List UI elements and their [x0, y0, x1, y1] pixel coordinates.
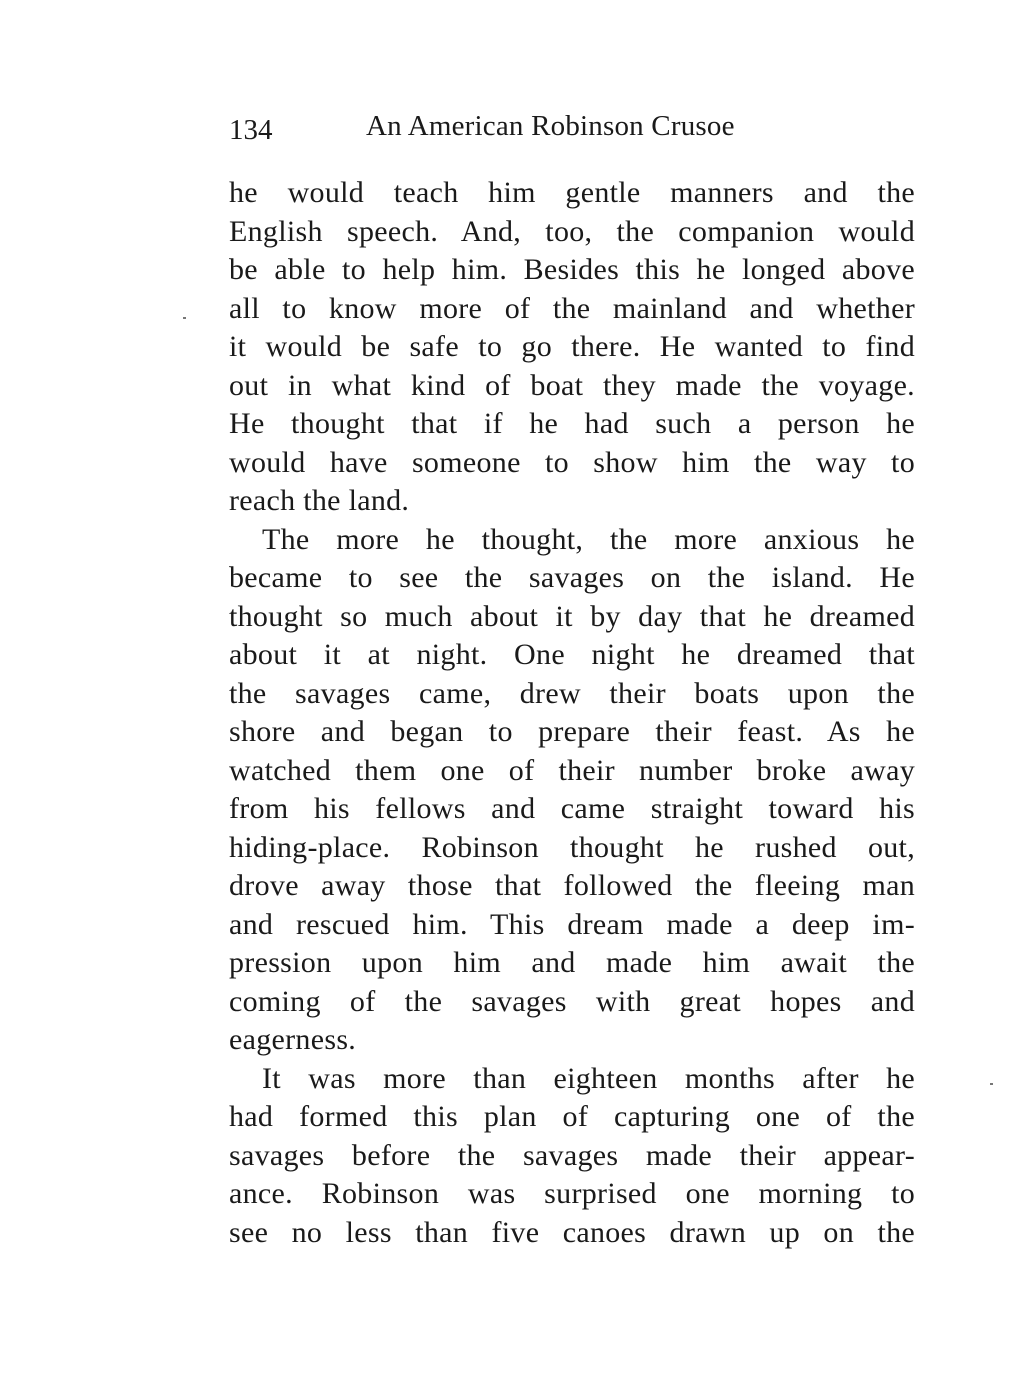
text-line: savages before the savages made their appear- — [229, 1138, 915, 1172]
text-line: He thought that if he had such a person he — [229, 407, 915, 440]
text-line: pression upon him and made him await the — [229, 946, 915, 979]
text-line: it would be safe to go there. He wanted to find — [229, 330, 915, 363]
text-line: all to know more of the mainland and whether — [229, 291, 915, 325]
page-number: 134 — [229, 114, 273, 146]
text-line: be able to help him. Besides this he longed above — [229, 253, 915, 286]
text-line: became to see the savages on the island. He — [229, 561, 915, 594]
text-line: the savages came, drew their boats upon the — [229, 676, 915, 710]
text-line: had formed this plan of capturing one of the — [229, 1100, 915, 1133]
text-line: The more he thought, the more anxious he — [262, 522, 915, 556]
scan-speck — [990, 1083, 993, 1085]
running-title: An American Robinson Crusoe — [366, 110, 735, 142]
text-line: ance. Robinson was surprised one morning to — [229, 1177, 915, 1210]
text-line: he would teach him gentle manners and the — [229, 176, 915, 209]
text-line: out in what kind of boat they made the voyage. — [229, 368, 915, 402]
text-line: hiding-place. Robinson thought he rushed out, — [229, 830, 915, 864]
text-line: from his fellows and came straight toward his — [229, 792, 915, 825]
scan-speck — [183, 317, 186, 319]
text-line: would have someone to show him the way to — [229, 445, 915, 479]
text-line: coming of the savages with great hopes and — [229, 984, 915, 1018]
text-line: eagerness. — [229, 1023, 357, 1056]
text-line: It was more than eighteen months after he — [262, 1061, 915, 1095]
text-line: about it at night. One night he dreamed that — [229, 638, 915, 671]
text-line: English speech. And, too, the companion would — [229, 214, 915, 248]
text-line: drove away those that followed the fleeing man — [229, 869, 915, 902]
body-text — [229, 174, 915, 1252]
text-line: reach the land. — [229, 484, 410, 517]
text-line: see no less than five canoes drawn up on the — [229, 1215, 915, 1249]
page-header — [229, 104, 829, 148]
text-line: thought so much about it by day that he dreamed — [229, 599, 915, 633]
text-line: watched them one of their number broke away — [229, 753, 915, 787]
text-line: shore and began to prepare their feast. As he — [229, 715, 915, 748]
text-line: and rescued him. This dream made a deep im- — [229, 907, 915, 941]
